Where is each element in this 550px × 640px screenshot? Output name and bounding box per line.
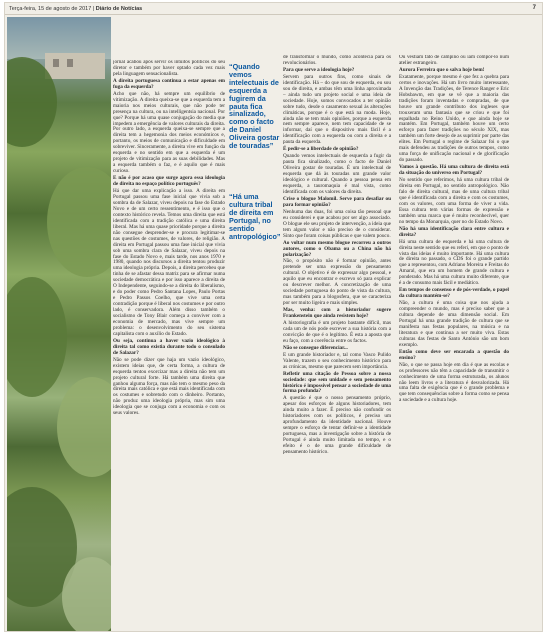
paragraph: Acho que não, há sempre um equilíbrio de vitimização. A direita queixa-se que a esquerda tem a maioria nos meios culturais, que não pode ter presença na cultura, ou na intelligentsia nacional. Por que? Porque há uma quase conjugação do media que impedem a emergência de valores culturais da direita. Por outro lado, a esquerda queixa-se sempre que a direita tem a hegemonia dos meios económicos e, portanto, os meios de comunicação e dificuldade em sobreviver. Sinceramente, a direita vive em função da esquerda e no sentido em que a esquerda é um projeto de vitimização para as suas debilidades. Mas a esquerda também o faz, e é aquilo que é mais curioso.	[113, 90, 225, 175]
photo-window	[67, 59, 73, 67]
header-paper-name: Diário de Notícias	[95, 6, 143, 12]
article-column-2	[283, 55, 391, 630]
paragraph: A historiografia é um projeto bastante difícil, mas cada um de nós pode escrever a sua história com a convicção de que é o legítimo. É esta a aposta que eu faço, com a coerência entre os factos.	[283, 319, 391, 344]
page-number: 7	[532, 5, 536, 11]
question: Refletir uma citação de Pessoa sobre a nossa sociedade: que sem unidade e sem pensamento histórico é impossível pensar a sociedade de uma forma profunda?	[283, 370, 391, 395]
newspaper-page	[4, 2, 543, 632]
photo-foliage	[7, 277, 67, 397]
paragraph: E um grande historiador e, tal como Vasco Pulido Valente, trazem o seu conhecimento histórico para as crónicas, mesmo que parecem sem importância.	[283, 351, 391, 370]
question: Aurora Ferreira que o salva hoje bem!	[399, 66, 485, 73]
paragraph: Quando vemos intelectuais de esquerda a fugir da pauta fica sinalizado, como o facto de Daniel Oliveira gostar de touradas. É um intelectual de esquerda que dá às touradas um grande valor ideológico e cultural. Quando a pessoa pensa em esquerda, a tauromaquia é mal vista, como identificada com os valores da direita.	[283, 153, 391, 195]
question: A direita portuguesa continua a estar apenas em fuga da esquerda?	[113, 77, 225, 90]
paragraph: jornal acabou após servir os intuitos políticos do seu diretor e também por haver optado cada vez mais pela linguagem sensacionalista.	[113, 60, 225, 77]
question: Mas, venha: com a historiador sugere Frankenstein que ainda resistem hoje?	[283, 307, 391, 320]
paragraph: de transformar o mundo, como acontecia para os revolucionários.	[283, 55, 391, 66]
question: Não se consegue diferenciar...	[283, 344, 348, 351]
article-column-1	[113, 60, 225, 630]
page-header	[5, 3, 542, 15]
paragraph: Não, o que se passa hoje em dia é que as escolas e os professores não têm a capacidade de transmitir o conhecimento de uma forma estruturada, os alunos não leem livros e a literatura é desvalorizada. Há uma falta de exigência que é o grande problema e que tem consequências sobre a forma como se pensa a sociedade e a cultura hoje.	[399, 361, 509, 404]
question: Crise o blogue Malomil. Serve para desafiar ou para formar opinião?	[283, 195, 391, 208]
question: Ao voltar num mesmo blogue recorreu a outros autores, como o Obama ou a China não há polarização?	[283, 239, 391, 258]
pull-quote: “Há uma cultura tribal de direita em Portugal, no sentido antropológico”	[229, 192, 281, 241]
question: Ou seja, continua a haver vazio ideológico à direita tal como existia durante todo o consulado de Salazar?	[113, 337, 225, 356]
paragraph: Ou vestiam fato de campino ou iam compor-lo num atelier estrangeiro.	[399, 55, 509, 66]
question: E não é por acaso que surge agora essa ideologia de direita no espaço político português?	[113, 175, 225, 188]
photo-window	[53, 59, 59, 67]
paragraph: Nenhuma das duas, foi uma coisa tão pessoal que eu considerei e que acabou por ser algo associado. O blogue ele seu projeto de intervenção, a ideia que tem algum valor e não preciso de o considerar. Sinto que foram coisas públicas e que valem pouco.	[283, 208, 391, 239]
article-column-3	[399, 55, 509, 630]
photo-foliage	[57, 377, 111, 477]
paragraph: No sentido que referimos, há uma cultura tribal de direita em Portugal, no sentido antropológico. Não falo de direita cultural, mas de uma cultura tribal que é identificada com a direita e com os costumes, com os valores, com uma forma de viver a vida. Essa cultura tem várias formas de expressão e também uma marca que é muito reconhecível, quer no tempo da Monarquia, quer no do Estado Novo.	[399, 177, 509, 225]
paragraph: Não se pode dizer que haja um vazio ideológico, existem ideias que, de certa forma, a cultura de esquerda tentou exorcizar mas a direita não tem um projeto cultural forte. Há também uma direita que ganhou alguma força, mas não tem o mesmo peso da direita mais católica e que está mais identificada com os costumes e sobretudo com o dinheiro. Portanto, não produz uma ideologia própria, mas sim uma ideologia que se conjuga com a economia e com os seus valores.	[113, 356, 225, 417]
paragraph: Há que dar uma explicação a isso. A direita em Portugal passou uma fase inicial que vivia sob a sombra da de Salazar, viveu depois na fase do Estado Novo e de um certo ressentimento, e é isso que o contexto histórico revela. Temos uma direita que está identificada com a tradição católica e uma direita liberal. Mas há uma quase prioridade porque a direita não consegue desprender-se e procura legitimar-se nas questões de costumes, de valores, de religião. A direita em Portugal passou uma fase inicial que vivia sob uma sombra clara de Salazar, viveu depois na fase do Estado Novo e, mais tarde, nos anos 1970 e 1980, quando nos discursos a direita tentou produzir uma ideologia própria. Depois, a direita percebeu que tinha de se afastar dessa matriz para se afirmar numa sociedade democrática e por isso aparece a direita de O Independente, seguindo-se a direita do liberalismo, e do poder como Pedro Santana Lopes, Paulo Portas e Pedro Passos Coelho, que vive uma certa contradição porque é liberal nos costumes e por outro lado, é conservadora. Além disso também o socialismo de Tony Blair começa a conviver com a economia de mercado, mas vive sempre um problema: o desenvolvimento do seu sistema capitalista com o auxílio do Estado.	[113, 188, 225, 337]
paragraph: Servem para outros fins, como sinais de identificação. Há – do que sou de esquerda, eu sou sou de direita, e ambas têm uma linha aproximada – ainda tudo um projeto social e uma ideia de sociedade. Hoje, somos convocados a ter opinião sobre tudo, desde o casamento sexual às alterações climáticas, porque é o que está na moda. Hoje, ainda não se tem mais opiniões, porque a esquerda nem sempre aparece, nem tem capacidade de se informar, daí que o dispositivo mais fácil é a identificação com a esquerda ou com a direita e a pauta da esquerda.	[283, 73, 391, 146]
question: É pedir-se a liberdade de opinião?	[283, 146, 359, 153]
paragraph: A questão é que o nosso pensamento próprio, apesar dos esforços de alguns historiadores, tem ainda muito a fazer. É preciso não confundir os historiadores com os políticos, é preciso um aprofundamento da identidade nacional. Houve sempre o esforço de tentar definir-se a identidade portuguesa, mas a investigação sobre a história de Portugal é ainda muito limitada no tempo, e o efeito é o de uma grande dificuldade de pensamento histórico.	[283, 395, 391, 455]
question: Vamos à questão. Há uma cultura de direita está da situação do universo em Portugal?	[399, 164, 509, 177]
header-date: Terça-feira, 15 de agosto de 2017	[9, 6, 92, 12]
question: Então como deve ser encarada a questão do ensino?	[399, 348, 509, 361]
question: Não há uma identificação clara entre cultura e direita?	[399, 225, 509, 238]
paragraph: Há uma cultura de esquerda e há uma cultura de direita neste sentido que eu referi, em que o ponto de vista das ideias é muito importante. Há uma cultura de direita no passado, o CDS foi o grande partido que a representou, com Adriano Moreira e Freitas do Amaral, que era um homem de grande cultura e ponderado. Mas há uma cultura muito diferente, que é a de consumo mais fácil e mediático.	[399, 238, 509, 287]
paragraph: Exatamente, porque mesmo é que fez a quebra para certos e inovações. Há um livro muito interessante, A Invenção das Tradições, de Terence Ranger e Eric Hobsbawm, em que se vê que a maioria das tradições foram inventadas e compradas, de que houve um grande contributo dos ingleses que trouxeram uma fantasia que se criou e que foi espalhada no Reino Unido, e que ainda hoje se mantém. Em Portugal, também houve um certo esforço para fazer tradições no século XIX, mas também um forte desejo de as suprimir por parte das elites. Em Portugal o regime de Salazar foi o que mais defendeu as tradições de outros tempos, como uma força de unificação nacional e de glorificação do passado.	[399, 73, 509, 164]
question: Em tempos de consenso e de pós-verdade, o papel da cultura mantém-se?	[399, 287, 509, 300]
paragraph: Não, o propósito não é formar opinião, antes pretende ser uma expressão do pensamento cultural. O objetivo é de expressar algo pessoal, e aquilo que eu encontrar e escrevo só para explicar ou descrever melhor. A concretização de uma sociedade portuguesa do ponto de vista da cultura, mas também para a blogosfera, que se caracteriza por ser muito ligeira e mais simples.	[283, 258, 391, 307]
photo-foliage	[47, 167, 111, 277]
portrait-photo	[7, 17, 111, 631]
pull-quote: “Quando vemos intelectuais de esquerda a fugirem da pauta fica sinalizado, como o facto de Daniel Oliveira gostar de touradas”	[229, 62, 280, 151]
question: Para que serve a ideologia hoje?	[283, 66, 355, 73]
header-left: Terça-feira, 15 de agosto de 2017 | Diário de Notícias	[9, 6, 143, 12]
paragraph: Não, a cultura é uma coisa que nos ajuda a compreender o mundo, mas é preciso saber que a cultura depende de uma dimensão social. Em Portugal há uma grande tradição de cultura que se manifesta nas festas populares, na música e na literatura e que continua a ser muito viva. Estas culturas das festas de Santo António são um bom exemplo.	[399, 300, 509, 348]
